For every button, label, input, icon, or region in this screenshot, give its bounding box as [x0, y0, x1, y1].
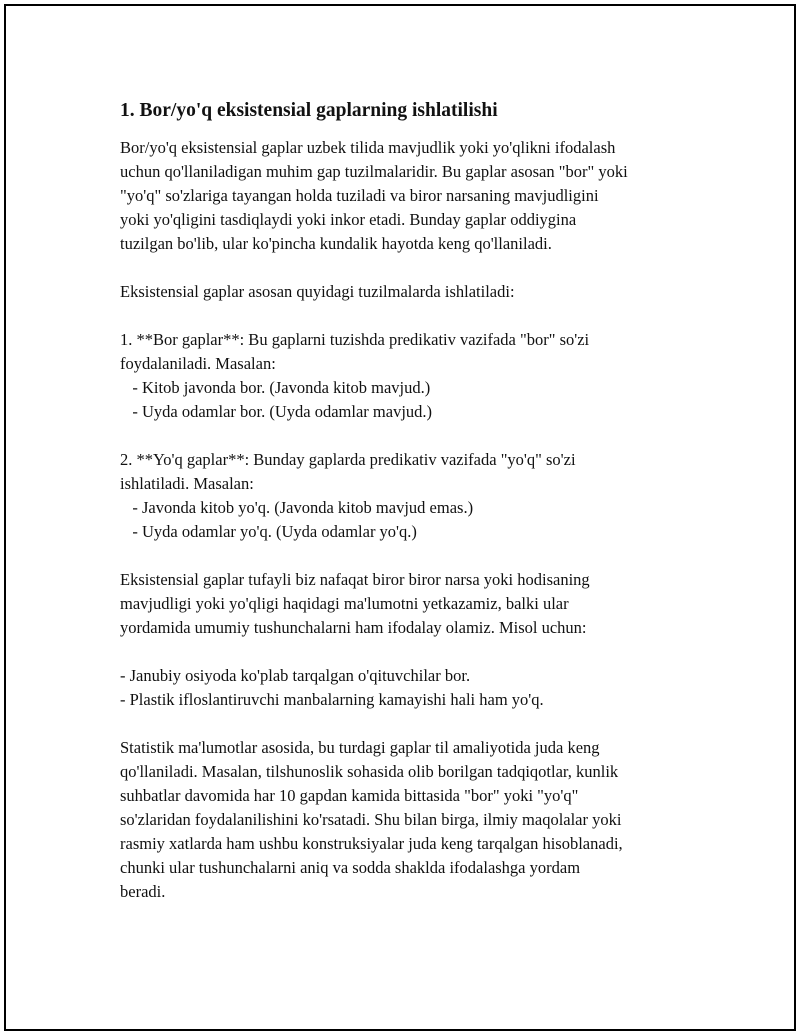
paragraph-yoq-gaplar: 2. **Yo'q gaplar**: Bunday gaplarda predikativ vazifada "yo'q" so'zi ishlatiladi. Masalan: - Javonda kitob yo'q. (Javonda kitob mavjud emas.) - Uyda odamlar yo'q. (Uyda odamlar yo'q.): [120, 450, 576, 541]
page-frame: [4, 4, 796, 1031]
paragraph-bor-gaplar: 1. **Bor gaplar**: Bu gaplarni tuzishda predikativ vazifada "bor" so'zi foydalaniladi. Masalan: - Kitob javonda bor. (Javonda kitob mavjud.) - Uyda odamlar bor. (Uyda odamlar mavjud.): [120, 330, 590, 421]
paragraph-statistics: Statistik ma'lumotlar asosida, bu turdagi gaplar til amaliyotida juda keng qo'llaniladi. Masalan, tilshunoslik sohasida olib borilgan tadqiqotlar, kunlik suhbatlar davomida har 10 gapdan kamida bittasida "bor" yoki "yo'q" so'zlaridan foydalanilishini ko'rsatadi. Shu bilan birga, ilmiy maqolalar yoki rasmiy xatlarda ham ushbu konstruksiyalar juda keng tarqalgan hisoblanadi, chunki ular tushunchalarni aniq va sodda shaklda ifodalashga yordam beradi.: [120, 738, 623, 901]
paragraph-structures-lead: Eksistensial gaplar asosan quyidagi tuzilmalarda ishlatiladi:: [120, 282, 515, 301]
paragraph-spacer: [120, 544, 700, 568]
paragraph-intro: Bor/yo'q eksistensial gaplar uzbek tilida mavjudlik yoki yo'qlikni ifodalash uchun qo'llaniladigan muhim gap tuzilmalaridir. Bu gaplar asosan "bor" yoki "yo'q" so'zlariga tayangan holda tuziladi va biror narsaning mavjudligini yoki yo'qligini tasdiqlaydi yoki inkor etadi. Bunday gaplar oddiygina tuzilgan bo'lib, ular ko'pincha kundalik hayotda keng qo'llaniladi.: [120, 138, 628, 253]
paragraph-spacer: [120, 712, 700, 736]
paragraph-spacer: [120, 640, 700, 664]
paragraph-usage: Eksistensial gaplar tufayli biz nafaqat biror biror narsa yoki hodisaning mavjudligi yoki yo'qligi haqidagi ma'lumotni yetkazamiz, balki ular yordamida umumiy tushunchalarni ham ifodalay olamiz. Misol uchun:: [120, 570, 590, 637]
document-title: 1. Bor/yo'q eksistensial gaplarning ishlatilishi: [120, 100, 498, 121]
paragraph-spacer: [120, 256, 700, 280]
paragraph-spacer: [120, 424, 700, 448]
paragraph-spacer: [120, 304, 700, 328]
document-body: [120, 98, 700, 904]
paragraph-examples: - Janubiy osiyoda ko'plab tarqalgan o'qituvchilar bor. - Plastik ifloslantiruvchi manbalarning kamayishi hali ham yo'q.: [120, 666, 544, 709]
